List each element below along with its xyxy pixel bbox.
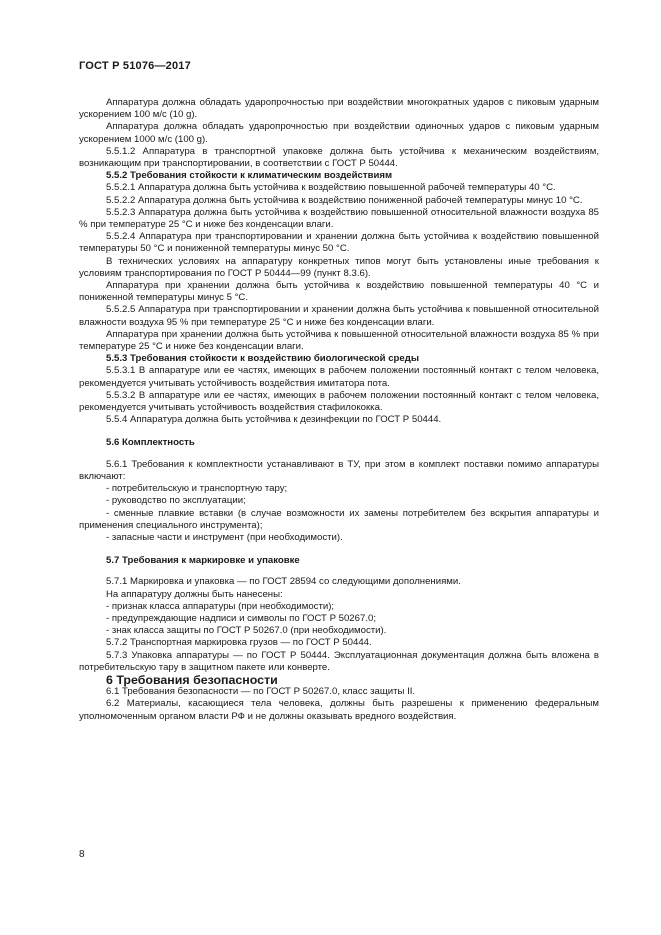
- paragraph: Аппаратура должна обладать ударопрочностью при воздействии одиночных ударов с пиковым ударным ускорением 1000 м/с (100 g).: [79, 121, 599, 145]
- paragraph: 5.7.2 Транспортная маркировка грузов — по ГОСТ Р 50444.: [106, 637, 372, 649]
- list-item: - потребительскую и транспортную тару;: [106, 483, 288, 495]
- document-body: [79, 97, 599, 723]
- paragraph: 5.7.1 Маркировка и упаковка — по ГОСТ 28594 со следующими дополнениями.: [106, 576, 461, 588]
- document-number-header: ГОСТ Р 51076—2017: [79, 60, 191, 72]
- paragraph: Аппаратура при хранении должна быть устойчива к повышенной относительной влажности воздуха 85 % при температуре 25 °С и ниже без конденсации влаги.: [79, 328, 599, 353]
- paragraph: 5.5.1.2 Аппаратура в транспортной упаковке должна быть устойчива к механическим воздействиям, возникающим при транспортировании, в соответствии с ГОСТ Р 50444.: [79, 145, 599, 170]
- paragraph: Аппаратура должна обладать ударопрочностью при воздействии многократных ударов с пиковым ударным ускорением 100 м/с (10 g).: [79, 97, 599, 121]
- section-heading-5-7: 5.7 Требования к маркировке и упаковке: [106, 555, 300, 567]
- paragraph: 5.5.2.1 Аппаратура должна быть устойчива к воздействию повышенной рабочей температуры 40 °С.: [106, 182, 556, 194]
- paragraph: 5.5.2.3 Аппаратура должна быть устойчива к воздействию повышенной относительной влажности воздуха 85 % при температуре 25 °С и ниже без конденсации влаги.: [79, 206, 599, 231]
- paragraph: 6.1 Требования безопасности — по ГОСТ Р 50267.0, класс защиты II.: [106, 686, 416, 698]
- paragraph: 5.5.2.4 Аппаратура при транспортировании и хранении должна быть устойчива к воздействию повышенной температуры 50 °С и пониженной температуры минус 50 °С.: [79, 231, 599, 255]
- page-number: 8: [79, 849, 85, 860]
- list-item: - запасные части и инструмент (при необходимости).: [106, 531, 343, 543]
- list-item: - сменные плавкие вставки (в случае возможности их замены потребителем без вскрытия аппаратуры и применения специального инструмента);: [79, 507, 599, 531]
- chapter-heading-6: 6 Требования безопасности: [106, 672, 278, 687]
- subsection-heading: 5.5.3 Требования стойкости к воздействию биологической среды: [106, 353, 420, 365]
- paragraph: Аппаратура при хранении должна быть устойчива к воздействию повышенной температуры 40 °С и пониженной температуры минус 5 °С.: [79, 280, 599, 304]
- paragraph: 5.5.2.5 Аппаратура при транспортировании и хранении должна быть устойчива к повышенной относительной влажности воздуха 95 % при температуре 25 °С и ниже без конденсации влаги.: [79, 304, 599, 328]
- paragraph: 5.5.3.1 В аппаратуре или ее частях, имеющих в рабочем положении постоянный контакт с телом человека, рекомендуется учитывать устойчивость воздействия имитатора пота.: [79, 365, 599, 389]
- paragraph: 5.6.1 Требования к комплектности устанавливают в ТУ, при этом в комплект поставки помимо аппаратуры включают:: [79, 458, 599, 482]
- paragraph: 5.5.4 Аппаратура должна быть устойчива к дезинфекции по ГОСТ Р 50444.: [106, 414, 442, 426]
- list-item: - знак класса защиты по ГОСТ Р 50267.0 (при необходимости).: [106, 625, 387, 637]
- paragraph: 6.2 Материалы, касающиеся тела человека, должны быть разрешены к применению федеральным уполномоченным органом власти РФ и не должны оказывать вредного воздействия.: [79, 698, 599, 722]
- paragraph: 5.5.3.2 В аппаратуре или ее частях, имеющих в рабочем положении постоянный контакт с телом человека, рекомендуется учитывать устойчивость воздействия стафилококка.: [79, 389, 599, 414]
- paragraph: В технических условиях на аппаратуру конкретных типов могут быть установлены иные требования к условиям транспортирования по ГОСТ Р 50444—99 (пункт 8.3.6).: [79, 255, 599, 279]
- list-item: - признак класса аппаратуры (при необходимости);: [106, 600, 335, 612]
- list-item: - предупреждающие надписи и символы по ГОСТ Р 50267.0;: [106, 612, 376, 624]
- section-heading-5-6: 5.6 Комплектность: [106, 437, 195, 449]
- paragraph: 5.5.2.2 Аппаратура должна быть устойчива к воздействию пониженной рабочей температуры минус 10 °С.: [106, 194, 583, 206]
- list-item: - руководство по эксплуатации;: [106, 495, 246, 507]
- paragraph: 5.7.3 Упаковка аппаратуры — по ГОСТ Р 50444. Эксплуатационная документация должна быть вложена в потребительскую тару в защитном пакете или конверте.: [79, 649, 599, 673]
- paragraph: На аппаратуру должны быть нанесены:: [106, 588, 283, 600]
- subsection-heading: 5.5.2 Требования стойкости к климатическим воздействиям: [106, 170, 393, 182]
